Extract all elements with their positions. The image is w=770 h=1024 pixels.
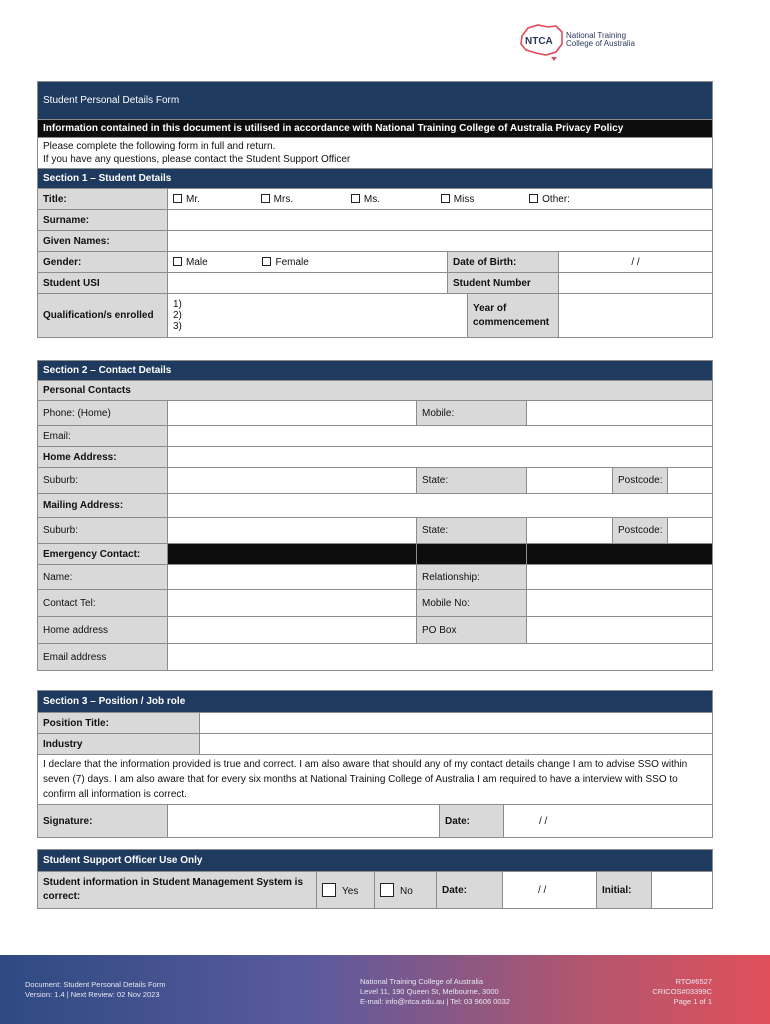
- home-suburb-label: Suburb:: [38, 468, 168, 494]
- gender-option-male[interactable]: Male: [173, 257, 208, 268]
- qualification-line-2: 2): [173, 310, 182, 321]
- home-postcode-label: Postcode:: [613, 468, 668, 494]
- mailing-address-field[interactable]: [168, 494, 713, 518]
- logo-abbr: NTCA: [525, 36, 553, 47]
- title-option-other[interactable]: Other:: [529, 194, 570, 205]
- qualification-field[interactable]: [168, 294, 468, 338]
- sso-date-field[interactable]: / /: [503, 872, 597, 909]
- section2-table: [37, 360, 713, 671]
- signature-field[interactable]: [168, 805, 440, 838]
- signature-label: Signature:: [38, 805, 168, 838]
- intro-text: [38, 138, 713, 169]
- personal-contacts-label: Personal Contacts: [38, 381, 713, 401]
- emergency-name-field[interactable]: [168, 565, 417, 590]
- mailing-state-field[interactable]: [527, 518, 613, 544]
- po-box-label: PO Box: [417, 617, 527, 644]
- declaration-text: I declare that the information provided is true and correct. I am also aware that should any of my contact details change I am to advise SSO within seven (7) days. I am also aware that for every six months at National Training College of Australia I am required to have a interview with SSO to confirm all information is correct.: [38, 755, 713, 805]
- mobile-field[interactable]: [527, 401, 713, 426]
- mobile-no-field[interactable]: [527, 590, 713, 617]
- checkbox-icon: [262, 257, 271, 266]
- checkbox-icon: [261, 194, 270, 203]
- email-address-field[interactable]: [168, 644, 713, 671]
- section2-heading: Section 2 – Contact Details: [38, 361, 713, 381]
- checkbox-icon: [441, 194, 450, 203]
- usi-field[interactable]: [168, 273, 448, 294]
- logo-line2: College of Australia: [566, 39, 635, 48]
- gender-option-female[interactable]: Female: [262, 257, 308, 268]
- title-option-mr[interactable]: Mr.: [173, 194, 200, 205]
- section1-heading: Section 1 – Student Details: [38, 169, 713, 189]
- gender-label: Gender:: [38, 252, 168, 273]
- phone-home-label: Phone: (Home): [38, 401, 168, 426]
- footer-document-name: Document: Student Personal Details Form: [25, 980, 166, 989]
- sso-date-label: Date:: [437, 872, 503, 909]
- student-number-label: Student Number: [448, 273, 559, 294]
- usi-label: Student USI: [38, 273, 168, 294]
- home-address-label: Home Address:: [38, 447, 168, 468]
- initial-field[interactable]: [652, 872, 713, 909]
- mailing-postcode-field[interactable]: [668, 518, 713, 544]
- footer-rto: RTO#6527: [675, 977, 712, 986]
- intro-line-1: Please complete the following form in full and return.: [43, 141, 276, 152]
- section3-table: [37, 690, 713, 838]
- email-field[interactable]: [168, 426, 713, 447]
- dob-field[interactable]: / /: [559, 252, 713, 273]
- footer-address: Level 11, 190 Queen St, Melbourne, 3000: [360, 987, 499, 996]
- logo-line1: National Training: [566, 31, 627, 40]
- given-names-field[interactable]: [168, 231, 713, 252]
- home-suburb-field[interactable]: [168, 468, 417, 494]
- emergency-bar: [527, 544, 713, 565]
- sms-no-option[interactable]: No: [375, 872, 437, 909]
- footer-version: Version: 1.4 | Next Review: 02 Nov 2023: [25, 990, 160, 999]
- mailing-postcode-label: Postcode:: [613, 518, 668, 544]
- checkbox-icon: [173, 194, 182, 203]
- gender-options: [168, 252, 448, 273]
- emergency-name-label: Name:: [38, 565, 168, 590]
- home-postcode-field[interactable]: [668, 468, 713, 494]
- given-names-label: Given Names:: [38, 231, 168, 252]
- email-label: Email:: [38, 426, 168, 447]
- checkbox-icon: [351, 194, 360, 203]
- home-state-label: State:: [417, 468, 527, 494]
- footer-org: National Training College of Australia: [360, 977, 483, 986]
- page-footer: [0, 955, 770, 1024]
- section4-heading: Student Support Officer Use Only: [38, 850, 713, 872]
- section1-table: [37, 81, 713, 338]
- emergency-home-address-field[interactable]: [168, 617, 417, 644]
- intro-line-2: If you have any questions, please contact the Student Support Officer: [43, 154, 351, 165]
- emergency-home-address-label: Home address: [38, 617, 168, 644]
- emergency-bar: [417, 544, 527, 565]
- contact-tel-label: Contact Tel:: [38, 590, 168, 617]
- title-option-miss[interactable]: Miss: [441, 194, 475, 205]
- industry-field[interactable]: [200, 734, 713, 755]
- footer-contact: E-mail: info@ntca.edu.au | Tel: 03 9606 0032: [360, 997, 510, 1006]
- title-option-mrs[interactable]: Mrs.: [261, 194, 293, 205]
- home-state-field[interactable]: [527, 468, 613, 494]
- title-label: Title:: [38, 189, 168, 210]
- ntca-logo-icon: [518, 22, 564, 62]
- checkbox-icon: [529, 194, 538, 203]
- mailing-suburb-field[interactable]: [168, 518, 417, 544]
- college-logo: [518, 20, 658, 66]
- year-commencement-label: Year of commencement: [468, 294, 559, 338]
- privacy-policy-notice: Information contained in this document is utilised in accordance with National Training College of Australia Privacy Policy: [38, 120, 713, 138]
- declaration-date-label: Date:: [440, 805, 504, 838]
- emergency-contact-label: Emergency Contact:: [38, 544, 168, 565]
- sms-yes-option[interactable]: Yes: [317, 872, 375, 909]
- section3-heading: Section 3 – Position / Job role: [38, 691, 713, 713]
- checkbox-icon: [173, 257, 182, 266]
- mailing-suburb-label: Suburb:: [38, 518, 168, 544]
- mailing-address-label: Mailing Address:: [38, 494, 168, 518]
- industry-label: Industry: [38, 734, 200, 755]
- contact-tel-field[interactable]: [168, 590, 417, 617]
- relationship-field[interactable]: [527, 565, 713, 590]
- checkbox-icon: [322, 883, 336, 897]
- page-title: Student Personal Details Form: [38, 82, 713, 120]
- title-option-ms[interactable]: Ms.: [351, 194, 380, 205]
- email-address-label: Email address: [38, 644, 168, 671]
- mobile-label: Mobile:: [417, 401, 527, 426]
- emergency-bar: [168, 544, 417, 565]
- surname-field[interactable]: [168, 210, 713, 231]
- qualification-line-3: 3): [173, 321, 182, 332]
- phone-home-field[interactable]: [168, 401, 417, 426]
- relationship-label: Relationship:: [417, 565, 527, 590]
- footer-cricos: CRICOS#03399C: [652, 987, 712, 996]
- student-number-field[interactable]: [559, 273, 713, 294]
- position-title-field[interactable]: [200, 713, 713, 734]
- initial-label: Initial:: [597, 872, 652, 909]
- qualification-label: Qualification/s enrolled: [38, 294, 168, 338]
- qualification-line-1: 1): [173, 299, 182, 310]
- year-commencement-field[interactable]: [559, 294, 713, 338]
- section4-table: [37, 849, 713, 909]
- footer-page-number: Page 1 of 1: [673, 997, 712, 1006]
- checkbox-icon: [380, 883, 394, 897]
- declaration-date-field[interactable]: / /: [504, 805, 713, 838]
- position-title-label: Position Title:: [38, 713, 200, 734]
- surname-label: Surname:: [38, 210, 168, 231]
- po-box-field[interactable]: [527, 617, 713, 644]
- title-options: [168, 189, 713, 210]
- mobile-no-label: Mobile No:: [417, 590, 527, 617]
- dob-label: Date of Birth:: [448, 252, 559, 273]
- home-address-field[interactable]: [168, 447, 713, 468]
- sms-correct-label: Student information in Student Management System is correct:: [38, 872, 317, 909]
- mailing-state-label: State:: [417, 518, 527, 544]
